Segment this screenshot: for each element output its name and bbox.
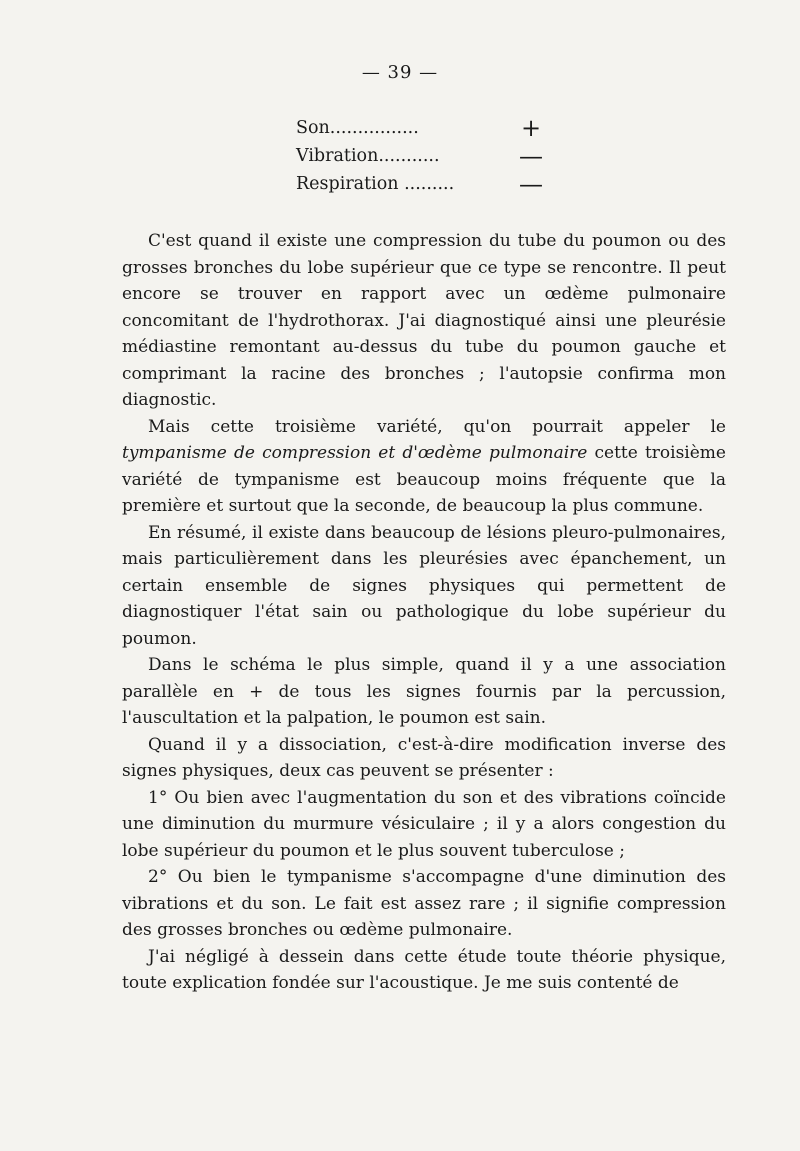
paragraph: Dans le schéma le plus simple, quand il y a une association parallèle en + de tous les signes fournis par la percussion, l'auscultation et la palpation, le poumon est sain.: [122, 655, 726, 728]
italic-term: tympanisme de compression et d'œdème pulmonaire: [122, 443, 588, 463]
sign-label: Son................: [296, 118, 419, 138]
sign-label: Respiration .........: [296, 174, 455, 194]
paragraph-text: Mais cette troisième variété, qu'on pourrait appeler le: [148, 416, 726, 437]
sign-symbol: +: [520, 114, 542, 142]
signs-table: [296, 114, 546, 198]
page-number: — 39 —: [361, 62, 439, 83]
paragraph: 1° Ou bien avec l'augmentation du son et des vibrations coïncide une diminution du murmure vésiculaire ; il y a alors congestion du lobe supérieur du poumon et le plus souvent tuberculose ;: [122, 787, 726, 861]
paragraph: 2° Ou bien le tympanisme s'accompagne d'une diminution des vibrations et du son. Le fait est assez rare ; il signifie compression des grosses bronches ou œdème pulmonaire.: [122, 867, 726, 940]
paragraph: J'ai négligé à dessein dans cette étude toute théorie physique, toute explication fondée sur l'acoustique. Je me suis contenté de: [122, 946, 726, 993]
paragraph: En résumé, il existe dans beaucoup de lésions pleuro-pulmonaires, mais particulièrement dans les pleurésies avec épanchement, un certain ensemble de signes physiques qui permettent de diagnostiquer l'état sain ou pathologique du lobe supérieur du poumon.: [122, 522, 726, 649]
paragraph: [122, 414, 726, 520]
sign-symbol: —: [519, 142, 543, 170]
paragraph-text: cette troisième variété de tympanisme est beaucoup moins fréquente que la première et surtout que la seconde, de beaucoup la plus commune.: [122, 443, 726, 516]
sign-row-respiration: [296, 170, 546, 198]
sign-symbol: —: [519, 170, 543, 198]
paragraph: Quand il y a dissociation, c'est-à-dire modification inverse des signes physiques, deux cas peuvent se présenter :: [122, 734, 726, 781]
sign-row-son: [296, 114, 546, 142]
paragraph: C'est quand il existe une compression du tube du poumon ou des grosses bronches du lobe supérieur que ce type se rencontre. Il peut encore se trouver en rapport avec un œdème pulmonaire concomitant de l'hydrothorax. J'ai diagnostiqué ainsi une pleurésie médiastine remontant au-dessus du tube du poumon gauche et comprimant la racine des bronches ; l'autopsie confirma mon diagnostic.: [122, 231, 726, 410]
body-text: [122, 228, 726, 997]
sign-row-vibration: [296, 142, 546, 170]
sign-label: Vibration...........: [296, 146, 440, 166]
